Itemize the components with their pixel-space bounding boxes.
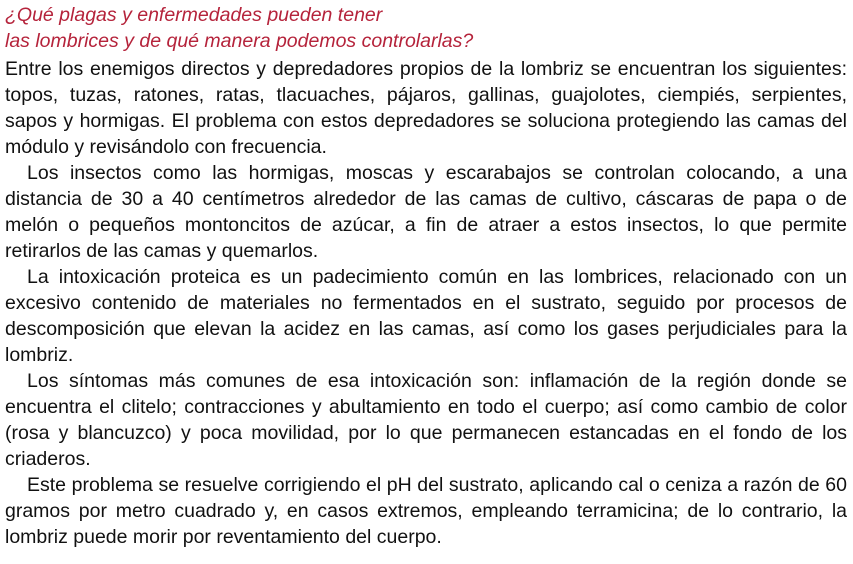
heading-line-1: ¿Qué plagas y enfermedades pueden tener [5, 4, 383, 26]
paragraph-predators: Entre los enemigos directos y depredadores propios de la lombriz se encuentran los siguientes: topos, tuzas, ratones, ratas, tlacuaches, pájaros, gallinas, guajolotes, ciempiés, serpientes, sapos y hormigas. El problema con estos depredadores se soluciona protegiendo las camas del módulo y revisándolo con frecuencia. [5, 58, 847, 158]
paragraph-protein-intoxication: La intoxicación proteica es un padecimiento común en las lombrices, relacionado con un excesivo contenido de materiales no fermentados en el sustrato, seguido por procesos de descomposición que elevan la acidez en las camas, así como los gases perjudiciales para la lombriz. [5, 266, 847, 366]
heading-line-2: las lombrices y de qué manera podemos controlarlas? [5, 30, 474, 52]
section-heading [5, 2, 847, 54]
paragraph-treatment: Este problema se resuelve corrigiendo el pH del sustrato, aplicando cal o ceniza a razón de 60 gramos por metro cuadrado y, en casos extremos, empleando terramicina; de lo contrario, la lombriz puede morir por reventamiento del cuerpo. [5, 474, 847, 548]
paragraph-symptoms: Los síntomas más comunes de esa intoxicación son: inflamación de la región donde se encuentra el clitelo; contracciones y abultamiento en todo el cuerpo; así como cambio de color (rosa y blancuzco) y poca movilidad, por lo que permanecen estancadas en el fondo de los criaderos. [5, 370, 847, 470]
paragraph-insects: Los insectos como las hormigas, moscas y escarabajos se controlan colocando, a una distancia de 30 a 40 centímetros alrededor de las camas de cultivo, cáscaras de papa o de melón o pequeños montoncitos de azúcar, a fin de atraer a estos insectos, lo que permite retirarlos de las camas y quemarlos. [5, 162, 847, 262]
